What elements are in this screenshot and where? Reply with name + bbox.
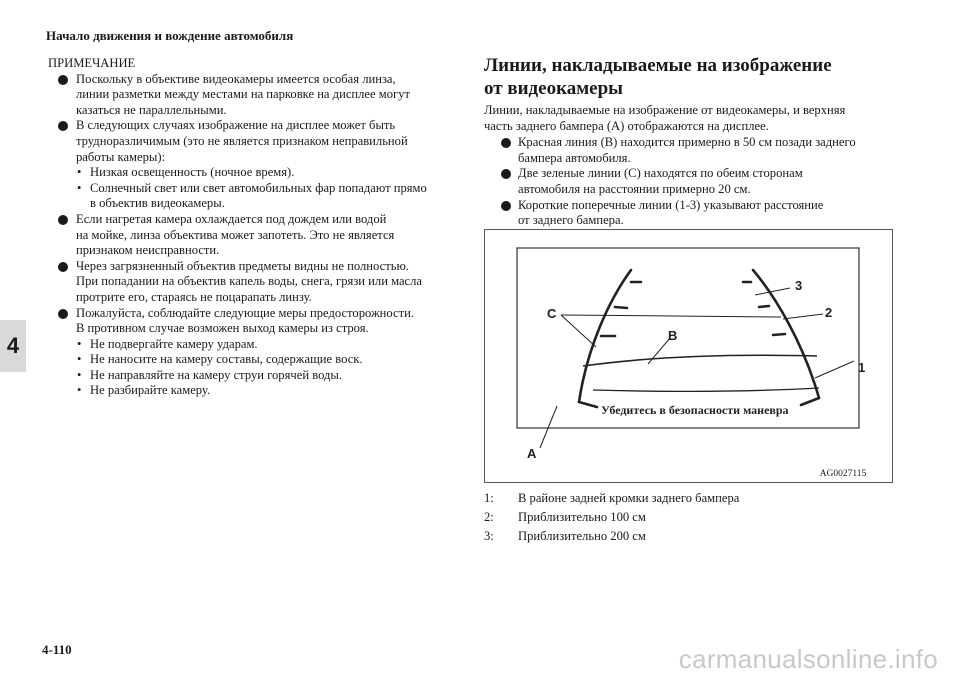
section-title-line: Линии, накладываемые на изображение <box>484 55 832 76</box>
text-line: признаком неисправности. <box>76 243 220 258</box>
text-line: Не подвергайте камеру ударам. <box>90 336 258 351</box>
text-line: Пожалуйста, соблюдайте следующие меры предосторожности. <box>76 305 415 320</box>
label-2: 2 <box>825 305 833 320</box>
leader-b <box>648 338 670 364</box>
note-bullet <box>48 212 460 259</box>
leader-c-left <box>561 315 596 347</box>
left-end-mark <box>579 402 597 407</box>
leader-1 <box>815 361 854 378</box>
text-line: Не разбирайте камеру. <box>90 383 211 398</box>
label-c: C <box>547 306 557 321</box>
sub-bullet-marker: • <box>77 336 82 351</box>
note-sub-item <box>48 352 460 368</box>
section-block <box>484 54 904 229</box>
text-line: Не наносите на камеру составы, содержащие воск. <box>90 352 363 367</box>
section-bullet <box>484 135 904 166</box>
text-line: казаться не параллельными. <box>76 102 227 117</box>
bullet-dot-icon <box>58 215 68 225</box>
label-3: 3 <box>795 278 803 293</box>
text-line: Не направляйте на камеру струи горячей воды. <box>90 367 343 382</box>
bullet-dot-icon <box>501 169 511 179</box>
text-line: работы камеры): <box>76 149 166 164</box>
note-bullet <box>48 72 460 119</box>
right-tick-1 <box>773 334 785 335</box>
note-sub-item <box>48 165 460 181</box>
sub-bullet-marker: • <box>77 180 82 195</box>
text-line: При попадании на объектив капель воды, снега, грязи или масла <box>76 274 423 289</box>
note-bullet <box>48 259 460 306</box>
text-line: линии разметки между местами на парковке на дисплее могут <box>76 87 410 102</box>
note-sub-item <box>48 368 460 384</box>
right-tick-2 <box>759 306 769 307</box>
section-intro <box>484 103 904 134</box>
camera-guide-illustration <box>485 230 894 484</box>
text-line: автомобиля на расстоянии примерно 20 см. <box>518 181 751 196</box>
legend-text: Приблизительно 100 см <box>518 510 646 524</box>
text-line: Короткие поперечные линии (1-3) указывают расстояние <box>518 197 824 212</box>
camera-guide-figure <box>484 229 893 483</box>
text-line: Низкая освещенность (ночное время). <box>90 165 295 180</box>
legend-number: 3: <box>484 529 494 543</box>
note-title: ПРИМЕЧАНИЕ <box>48 56 136 70</box>
section-bullet <box>484 166 904 197</box>
text-line: Солнечный свет или свет автомобильных фар попадают прямо <box>90 180 427 195</box>
text-line: В следующих случаях изображение на дисплее может быть <box>76 118 396 133</box>
legend-text: В районе задней кромки заднего бампера <box>518 491 740 505</box>
figure-legend <box>484 489 739 546</box>
left-tick-2 <box>615 307 627 308</box>
bullet-dot-icon <box>501 201 511 211</box>
chapter-tab: 4 <box>0 320 26 372</box>
figure-code: AG0027115 <box>819 469 867 479</box>
leader-2 <box>783 314 823 319</box>
text-line: Две зеленые линии (C) находятся по обеим сторонам <box>518 166 803 181</box>
intro-line: часть заднего бампера (А) отображаются на дисплее. <box>484 118 769 133</box>
note-sub-item <box>48 181 460 212</box>
bullet-dot-icon <box>58 262 68 272</box>
legend-row <box>484 508 739 527</box>
text-line: на мойке, линза объектива может запотеть. Это не является <box>76 227 395 242</box>
text-line: от заднего бампера. <box>518 213 624 228</box>
text-line: трудноразличимым (это не является признаком неправильной <box>76 133 408 148</box>
right-end-mark <box>801 398 819 405</box>
label-1: 1 <box>858 360 866 375</box>
guide-lines <box>579 270 819 407</box>
note-sub-item <box>48 383 460 399</box>
note-list <box>48 72 460 399</box>
text-line: Через загрязненный объектив предметы видны не полностью. <box>76 258 410 273</box>
label-a: A <box>527 446 537 461</box>
sub-bullet-marker: • <box>77 367 82 382</box>
text-line: бампера автомобиля. <box>518 150 631 165</box>
legend-row <box>484 489 739 508</box>
legend-number: 2: <box>484 510 494 524</box>
distance-line-1 <box>593 388 819 391</box>
text-line: Поскольку в объективе видеокамеры имеется особая линза, <box>76 71 396 86</box>
note-block <box>48 56 460 399</box>
sub-bullet-marker: • <box>77 165 82 180</box>
legend-row <box>484 527 739 546</box>
section-title-line: от видеокамеры <box>484 78 624 99</box>
watermark: carmanualsonline.info <box>678 644 938 674</box>
section-bullet <box>484 198 904 229</box>
page-header: Начало движения и вождение автомобиля <box>46 28 294 43</box>
note-bullet <box>48 306 460 337</box>
text-line: протрите его, стараясь не поцарапать линзу. <box>76 289 312 304</box>
legend-text: Приблизительно 200 см <box>518 529 646 543</box>
intro-line: Линии, накладываемые на изображение от видеокамеры, и верхняя <box>484 103 846 117</box>
section-title <box>484 54 904 100</box>
text-line: Красная линия (B) находится примерно в 50 см позади заднего <box>518 135 856 150</box>
section-bullets <box>484 135 904 229</box>
legend-number: 1: <box>484 491 494 505</box>
bullet-dot-icon <box>58 75 68 85</box>
text-line: В противном случае возможен выход камеры из строя. <box>76 321 369 336</box>
sub-bullet-marker: • <box>77 352 82 367</box>
note-bullet <box>48 118 460 165</box>
screen-message: Убедитесь в безопасности маневра <box>601 403 789 417</box>
text-line: Если нагретая камера охлаждается под дождем или водой <box>76 211 387 226</box>
bullet-dot-icon <box>58 309 68 319</box>
bullet-dot-icon <box>58 121 68 131</box>
red-line <box>583 355 817 366</box>
note-sub-item <box>48 337 460 353</box>
bullet-dot-icon <box>501 138 511 148</box>
text-line: в объектив видеокамеры. <box>90 196 225 211</box>
page-number: 4-110 <box>42 642 72 657</box>
sub-bullet-marker: • <box>77 383 82 398</box>
leader-a <box>540 406 557 448</box>
leader-c-right <box>561 315 781 317</box>
label-b: B <box>668 328 678 343</box>
